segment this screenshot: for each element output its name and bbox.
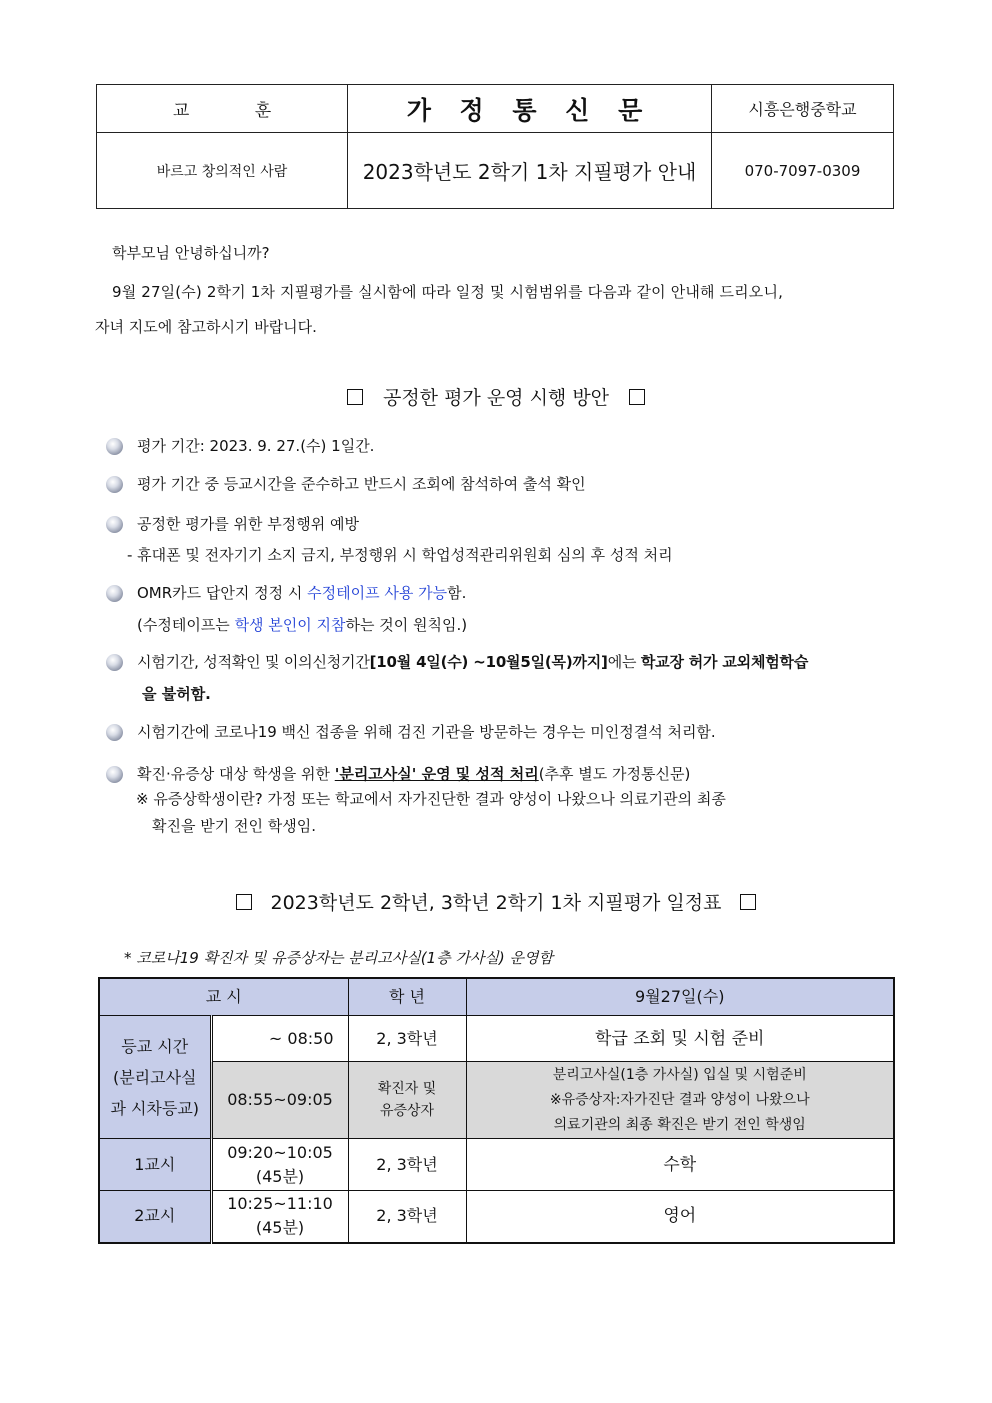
table-row: 등교 시간 (분리고사실 과 시차등교) ~ 08:50 2, 3학년 학급 조회 및 시험 준비 [99,1016,894,1062]
arrival-label: 등교 시간 (분리고사실 과 시차등교) [99,1016,211,1139]
checkbox-icon [740,894,756,910]
table-row: 08:55~09:05 확진자 및 유증상자 분리고사실(1층 가사실) 입실 및 시험준비 ※유증상자:자가진단 결과 양성이 나왔으나 의료기관의 최종 확진은 받기 전인 학생임 [99,1062,894,1139]
checkbox-icon [347,389,363,405]
header-date: 9월27일(수) [466,978,894,1016]
bullet-icon [106,585,123,602]
doc-title: 가 정 통 신 문 [348,85,712,133]
bullet-icon [106,516,123,533]
greeting-line-3: 자녀 지도에 참고하시기 바랍니다. [95,318,317,336]
bullet-icon [106,654,123,671]
section-2-title: 2023학년도 2학년, 3학년 2학기 1차 지필평가 일정표 [0,888,992,915]
checkbox-icon [236,894,252,910]
bullet-icon [106,766,123,783]
table-row: 2교시 10:25~11:10 (45분) 2, 3학년 영어 [99,1191,894,1243]
table-row: 1교시 09:20~10:05 (45분) 2, 3학년 수학 [99,1139,894,1191]
table-header-row [99,978,894,1016]
doc-subject: 2023학년도 2학기 1차 지필평가 안내 [348,133,712,209]
header-table [96,84,894,209]
bullet-icon [106,438,123,455]
bullet-icon [106,724,123,741]
school-motto: 바르고 창의적인 사람 [97,133,348,209]
checkbox-icon [629,389,645,405]
school-phone: 070-7097-0309 [712,133,894,209]
header-grade: 학 년 [348,978,466,1016]
school-name: 시흥은행중학교 [712,85,894,133]
greeting-line-1: 학부모님 안녕하십니까? [112,244,270,262]
motto-heading: 교 훈 [97,85,348,133]
exam-schedule-table [98,977,895,1244]
header-period: 교 시 [99,978,348,1016]
covid-note: * 코로나19 확진자 및 유증상자는 분리고사실(1층 가사실) 운영함 [124,949,553,967]
bullet-icon [106,476,123,493]
greeting-line-2: 9월 27일(수) 2학기 1차 지필평가를 실시함에 따라 일정 및 시험범위를 다음과 같이 안내해 드리오니, [112,283,784,301]
section-1-title: 공정한 평가 운영 시행 방안 [0,383,992,410]
